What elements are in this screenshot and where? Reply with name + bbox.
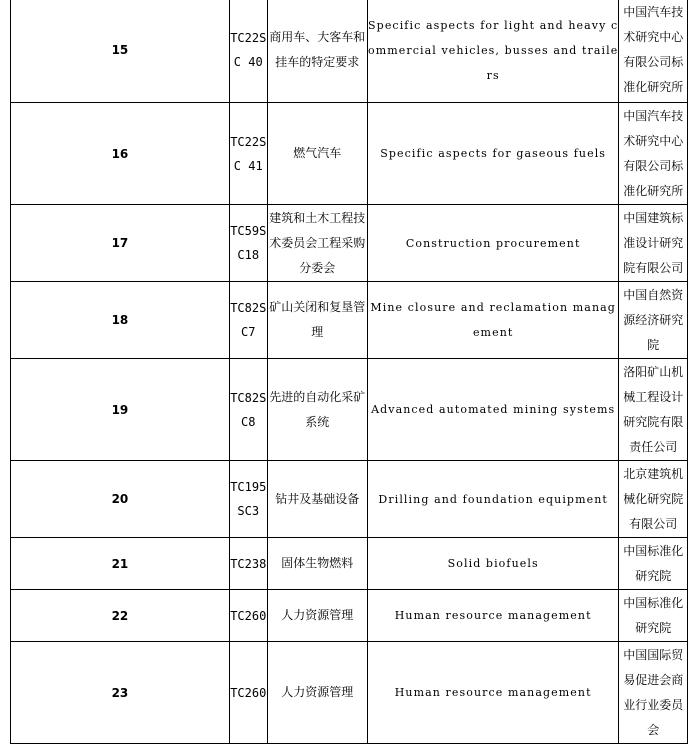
tc-code: TC22SC 40 (229, 0, 267, 103)
row-number: 15 (11, 0, 230, 103)
title-chinese: 先进的自动化采矿系统 (267, 359, 367, 461)
tc-code: TC260 (229, 642, 267, 744)
title-chinese: 钻井及基础设备 (267, 461, 367, 538)
secretariat-org: 中国自然资源经济研究院 (619, 282, 688, 359)
row-number: 19 (11, 359, 230, 461)
tc-code: TC260 (229, 590, 267, 642)
title-english: Specific aspects for gaseous fuels (367, 103, 619, 205)
table-row (11, 205, 688, 282)
secretariat-org: 中国国际贸易促进会商业行业委员会 (619, 642, 688, 744)
tc-code: TC238 (229, 538, 267, 590)
title-chinese: 建筑和土木工程技术委员会工程采购分委会 (267, 205, 367, 282)
tc-code: TC22SC 41 (229, 103, 267, 205)
title-chinese: 矿山关闭和复垦管理 (267, 282, 367, 359)
table-row (11, 103, 688, 205)
row-number: 20 (11, 461, 230, 538)
secretariat-org: 洛阳矿山机械工程设计研究院有限责任公司 (619, 359, 688, 461)
title-english: Drilling and foundation equipment (367, 461, 619, 538)
secretariat-org: 中国建筑标准设计研究院有限公司 (619, 205, 688, 282)
row-number: 21 (11, 538, 230, 590)
title-english: Human resource management (367, 642, 619, 744)
title-chinese: 固体生物燃料 (267, 538, 367, 590)
tc-code: TC82SC7 (229, 282, 267, 359)
title-chinese: 商用车、大客车和挂车的特定要求 (267, 0, 367, 103)
table-row (11, 538, 688, 590)
table-row (11, 359, 688, 461)
row-number: 22 (11, 590, 230, 642)
title-english: Solid biofuels (367, 538, 619, 590)
secretariat-org: 中国汽车技术研究中心有限公司标准化研究所 (619, 0, 688, 103)
row-number: 17 (11, 205, 230, 282)
secretariat-org: 中国汽车技术研究中心有限公司标准化研究所 (619, 103, 688, 205)
title-chinese: 燃气汽车 (267, 103, 367, 205)
tc-code: TC82SC8 (229, 359, 267, 461)
title-english: Construction procurement (367, 205, 619, 282)
committee-table (10, 0, 688, 744)
row-number: 18 (11, 282, 230, 359)
title-english: Specific aspects for light and heavy commercial vehicles, busses and trailers (367, 0, 619, 103)
row-number: 23 (11, 642, 230, 744)
title-chinese: 人力资源管理 (267, 590, 367, 642)
title-english: Mine closure and reclamation management (367, 282, 619, 359)
title-chinese: 人力资源管理 (267, 642, 367, 744)
row-number: 16 (11, 103, 230, 205)
table-row (11, 590, 688, 642)
table-row (11, 642, 688, 744)
tc-code: TC59SC18 (229, 205, 267, 282)
secretariat-org: 北京建筑机械化研究院有限公司 (619, 461, 688, 538)
table-row (11, 0, 688, 103)
tc-code: TC195SC3 (229, 461, 267, 538)
table-row (11, 461, 688, 538)
table-row (11, 282, 688, 359)
title-english: Advanced automated mining systems (367, 359, 619, 461)
secretariat-org: 中国标准化研究院 (619, 538, 688, 590)
secretariat-org: 中国标准化研究院 (619, 590, 688, 642)
title-english: Human resource management (367, 590, 619, 642)
